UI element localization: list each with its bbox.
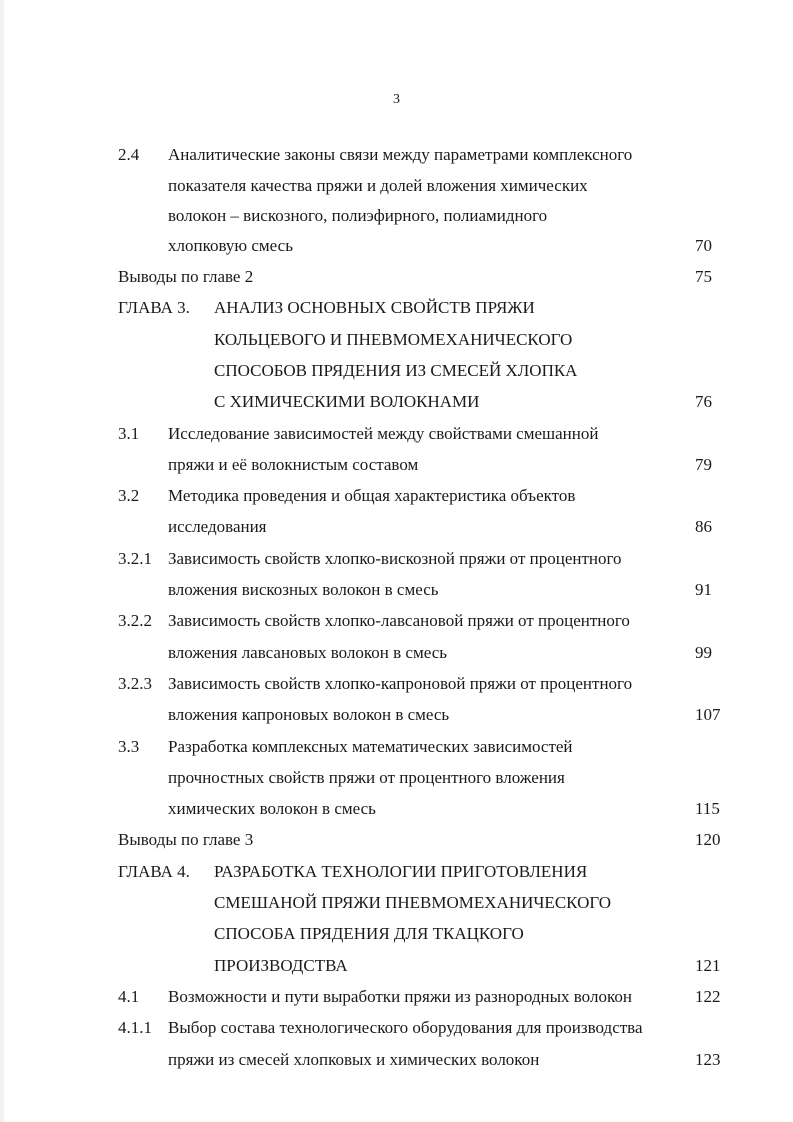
entry-page: 99 [695,643,712,662]
entry-page: 76 [695,392,712,411]
entry-number: 3.2 [118,486,140,505]
chapter-title-line: ПРОИЗВОДСТВА [214,956,348,975]
chapter-title-line: СПОСОБА ПРЯДЕНИЯ ДЛЯ ТКАЦКОГО [214,924,524,943]
entry-page: 123 [695,1050,721,1069]
entry-title-line: Выводы по главе 3 [118,830,254,849]
entry-title-line: Методика проведения и общая характеристика объектов [168,486,576,505]
entry-title-line: прочностных свойств пряжи от процентного вложения [168,768,565,787]
entry-number: 3.2.3 [118,674,152,693]
entry-page: 70 [695,236,712,255]
entry-title-line: вложения лавсановых волокон в смесь [168,643,448,662]
entry-number: 3.2.1 [118,549,152,568]
entry-title-line: Зависимость свойств хлопко-вискозной пряжи от процентного [168,549,622,568]
entry-title-line: Исследование зависимостей между свойствами смешанной [168,424,599,443]
entry-title-line: вложения вискозных волокон в смесь [168,580,439,599]
entry-title-line: Зависимость свойств хлопко-капроновой пряжи от процентного [168,674,633,693]
entry-page: 121 [695,956,721,975]
entry-number: 3.3 [118,737,140,756]
entry-title-line: химических волокон в смесь [168,799,376,818]
entry-number: 4.1 [118,987,140,1006]
entry-title-line: Аналитические законы связи между параметрами комплексного [168,145,633,164]
page-number: 3 [393,92,400,107]
entry-title-line: волокон – вискозного, полиэфирного, полиамидного [168,206,548,225]
entry-page: 75 [695,267,712,286]
entry-title-line: исследования [168,517,267,536]
entry-title-line: вложения капроновых волокон в смесь [168,705,450,724]
chapter-title-line: СПОСОБОВ ПРЯДЕНИЯ ИЗ СМЕСЕЙ ХЛОПКА [214,361,578,380]
entry-page: 122 [695,987,721,1006]
entry-title-line: пряжи из смесей хлопковых и химических волокон [168,1050,540,1069]
entry-page: 79 [695,455,712,474]
entry-page: 91 [695,580,712,599]
entry-title-line: Выбор состава технологического оборудования для производства [168,1018,643,1037]
entry-number: 4.1.1 [118,1018,152,1037]
chapter-label: ГЛАВА 3. [118,298,190,317]
chapter-title-line: КОЛЬЦЕВОГО И ПНЕВМОМЕХАНИЧЕСКОГО [214,330,573,349]
entry-title-line: Возможности и пути выработки пряжи из разнородных волокон [168,987,632,1006]
entry-title-line: пряжи и её волокнистым составом [168,455,419,474]
entry-title-line: Разработка комплексных математических зависимостей [168,737,573,756]
entry-number: 2.4 [118,145,140,164]
chapter-title-line: РАЗРАБОТКА ТЕХНОЛОГИИ ПРИГОТОВЛЕНИЯ [214,862,588,881]
entry-title-line: показателя качества пряжи и долей вложения химических [168,176,588,195]
chapter-title-line: СМЕШАНОЙ ПРЯЖИ ПНЕВМОМЕХАНИЧЕСКОГО [214,893,612,912]
entry-number: 3.2.2 [118,611,152,630]
entry-page: 120 [695,830,721,849]
scan-edge [0,0,4,1122]
entry-page: 107 [695,705,721,724]
entry-title-line: хлопковую смесь [168,236,293,255]
chapter-title-line: С ХИМИЧЕСКИМИ ВОЛОКНАМИ [214,392,480,411]
entry-page: 115 [695,799,720,818]
entry-title-line: Зависимость свойств хлопко-лавсановой пряжи от процентного [168,611,630,630]
chapter-title-line: АНАЛИЗ ОСНОВНЫХ СВОЙСТВ ПРЯЖИ [214,298,535,317]
entry-number: 3.1 [118,424,140,443]
chapter-label: ГЛАВА 4. [118,862,190,881]
entry-title-line: Выводы по главе 2 [118,267,254,286]
entry-page: 86 [695,517,712,536]
